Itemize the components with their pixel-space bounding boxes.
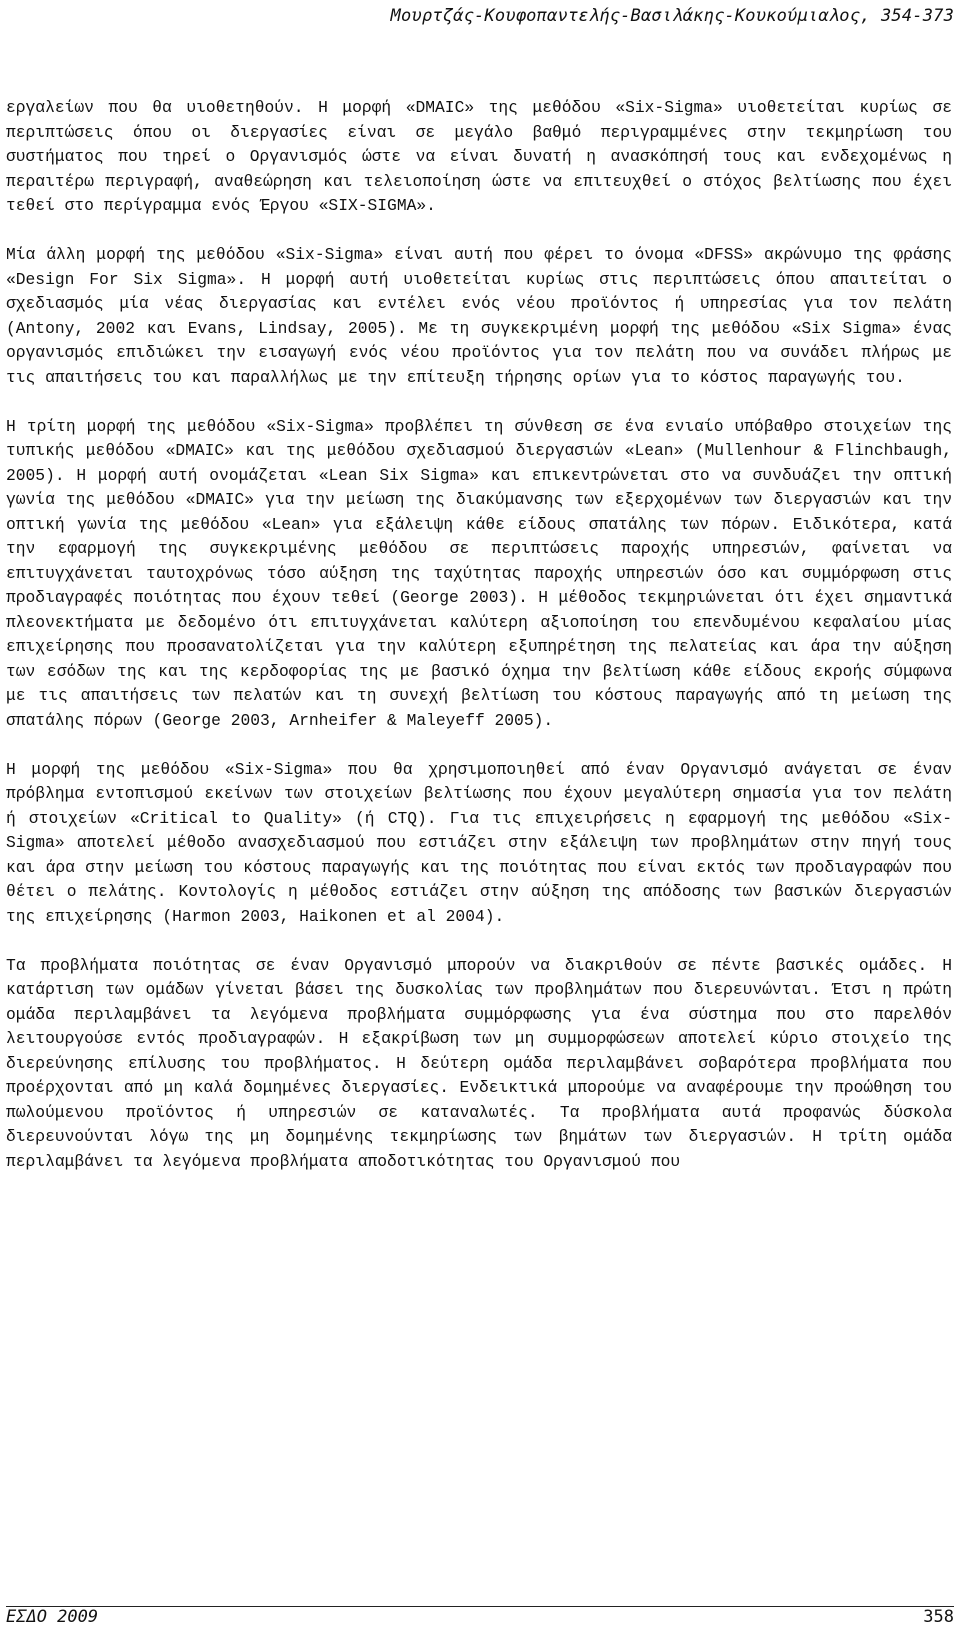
document-body xyxy=(6,96,952,1199)
paragraph: Η μορφή της μεθόδου «Six-Sigma» που θα χρησιμοποιηθεί από έναν Οργανισμό ανάγεται σε έναν πρόβλημα εντοπισμού εκείνων των στοιχείων βελτίωσης που έχουν μεγαλύτερη σημασία για τον πελάτη ή στοιχείων «Critical to Quality» (ή CTQ). Για τις επιχειρήσεις η εφαρμογή της μεθόδου «Six-Sigma» αποτελεί μέθοδο ανασχεδιασμού που εστιάζει στην εξάλειψη των προβλημάτων στην πηγή τους και άρα στην μείωση του κόστους παραγωγής και της ποιότητας που είναι εκτός των προδιαγραφών που θέτει ο πελάτης. Κοντολογίς η μέθοδος εστιάζει στην αύξηση της απόδοσης των βασικών διεργασιών της επιχείρησης (Harmon 2003, Haikonen et al 2004). xyxy=(6,759,952,926)
paragraph: Η τρίτη μορφή της μεθόδου «Six-Sigma» προβλέπει τη σύνθεση σε ένα ενιαίο υπόβαθρο στοιχείων της τυπικής μεθόδου «DMAIC» και της μεθόδου σχεδιασμού διεργασιών «Lean» (Mullenhour & Flinchbaugh, 2005). Η μορφή αυτή ονομάζεται «Lean Six Sigma» και επικεντρώνεται στο να συνδυάζει την οπτική γωνία της μεθόδου «DMAIC» για την μείωση της διακύμανσης των εξερχομένων των διεργασιών και την οπτική γωνία της μεθόδου «Lean» για εξάλειψη κάθε είδους σπατάλης των πόρων. Ειδικότερα, κατά την εφαρμογή της συγκεκριμένης μεθόδου σε περιπτώσεις παροχής υπηρεσιών, φαίνεται να επιτυγχάνεται ταυτοχρόνως τόσο αύξηση της ταχύτητας παροχής υπηρεσιών όσο και συμμόρφωση στις προδιαγραφές ποιότητας που έχουν τεθεί (George 2003). Η μέθοδος τεκμηριώνεται ότι έχει σημαντικά πλεονεκτήματα με δεδομένο ότι επιτυγχάνεται καλύτερη αξιοποίηση του επενδυμένου κεφαλαίου μίας επιχείρησης που προσανατολίζεται για την καλύτερη εξυπηρέτηση της πελατείας και άρα την αύξηση των εσόδων της και της κερδοφορίας της με βασικό όχημα την βελτίωση κάθε είδους εκροής σύμφωνα με τις απαιτήσεις των πελατών και τη συνεχή βελτίωση του κόστους παραγωγής από τη μείωση της σπατάλης πόρων (George 2003, Arnheifer & Maleyeff 2005). xyxy=(6,416,952,730)
page-footer xyxy=(6,1607,954,1627)
paragraph: εργαλείων που θα υιοθετηθούν. Η μορφή «DMAIC» της μεθόδου «Six-Sigma» υιοθετείται κυρίως σε περιπτώσεις όπου οι διεργασίες είναι σε μεγάλο βαθμό περιγραμμένες στην τεκμηρίωση του συστήματος που τηρεί ο Οργανισμός ώστε να είναι δυνατή η ανασκόπησή τους και ενδεχομένως η περαιτέρω περιγραφή, αναθεώρηση και τελειοποίηση ώστε να επιτευχθεί ο στόχος βελτίωσης που έχει τεθεί στο περίγραμμα ενός Έργου «SIX-SIGMA». xyxy=(6,98,952,215)
page-number: 358 xyxy=(923,1607,954,1627)
running-header: Μουρτζάς-Κουφοπαντελής-Βασιλάκης-Κουκούμιαλος, 354-373 xyxy=(390,6,954,26)
paragraph: Τα προβλήματα ποιότητας σε έναν Οργανισμό μπορούν να διακριθούν σε πέντε βασικές ομάδες. Η κατάρτιση των ομάδων γίνεται βάσει της δυσκολίας των προβλημάτων που διερευνώνται. Έτσι η πρώτη ομάδα περιλαμβάνει τα λεγόμενα προβλήματα συμμόρφωσης για ένα σύστημα που στο παρελθόν λειτουργούσε εντός προδιαγραφών. Η εξακρίβωση των μη συμμορφώσεων αποτελεί κύριο στοιχείο της διερεύνησης επίλυσης του προβλήματος. Η δεύτερη ομάδα περιλαμβάνει σοβαρότερα προβλήματα που προέρχονται από μη καλά δομημένες διεργασίες. Ενδεικτικά μπορούμε να αναφέρουμε την προώθηση του πωλούμενου προϊόντος ή υπηρεσιών σε καταναλωτές. Τα προβλήματα αυτά προφανώς δύσκολα διερευνούνται λόγω της μη δομημένης τεκμηρίωσης των βημάτων των διεργασιών. Η τρίτη ομάδα περιλαμβάνει τα λεγόμενα προβλήματα αποδοτικότητας του Οργανισμού που xyxy=(6,955,952,1171)
footer-journal: ΕΣΔΟ 2009 xyxy=(6,1607,99,1627)
paragraph: Μία άλλη μορφή της μεθόδου «Six-Sigma» είναι αυτή που φέρει το όνομα «DFSS» ακρώνυμο της φράσης «Design For Six Sigma». Η μορφή αυτή υιοθετείται κυρίως στις περιπτώσεις όπου απαιτείται ο σχεδιασμός μία νέας διεργασίας και εντέλει ενός νέου προϊόντος ή υπηρεσίας για τον πελάτη (Antony, 2002 και Evans, Lindsay, 2005). Με τη συγκεκριμένη μορφή της μεθόδου «Six Sigma» ένας οργανισμός επιδιώκει την εισαγωγή ενός νέου προϊόντος για τον πελάτη που να συνάδει πλήρως με τις απαιτήσεις του και παραλλήλως με την επίτευξη τήρησης ορίων για το κόστος παραγωγής του. xyxy=(6,245,952,387)
